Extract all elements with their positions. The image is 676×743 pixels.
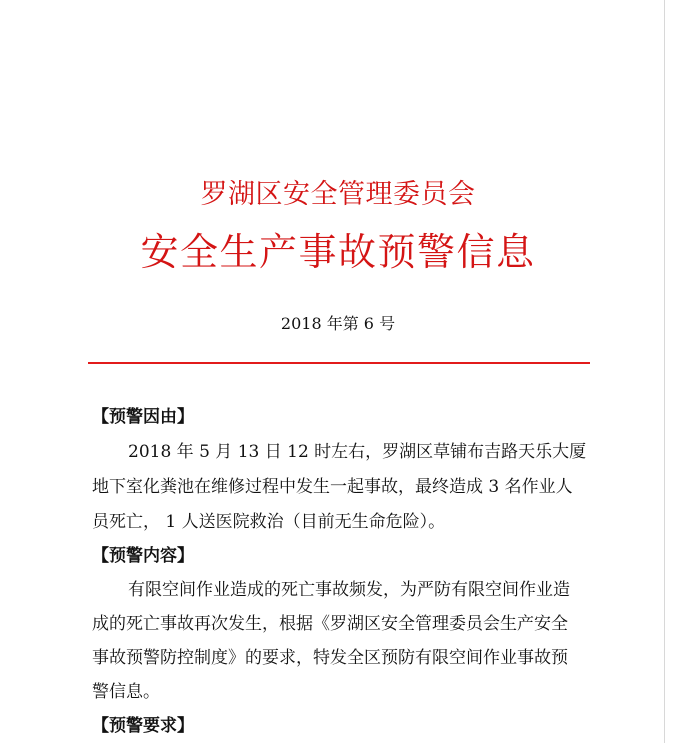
page-edge-line	[664, 0, 665, 743]
red-divider	[88, 362, 590, 364]
document-number: 2018 年第 6 号	[280, 314, 396, 333]
content-line: 有限空间作业造成的死亡事故频发，为严防有限空间作业造	[128, 580, 570, 600]
section-heading-reason: 【预警因由】	[92, 407, 194, 427]
content-line: 警信息。	[92, 682, 160, 702]
section-heading-content: 【预警内容】	[92, 546, 194, 566]
section-heading-requirements: 【预警要求】	[92, 716, 194, 736]
issuer-name: 罗湖区安全管理委员会	[200, 179, 476, 210]
content-line: 成的死亡事故再次发生，根据《罗湖区安全管理委员会生产安全	[92, 614, 568, 634]
content-line: 事故预警防控制度》的要求，特发全区预防有限空间作业事故预	[92, 648, 568, 668]
reason-line: 2018 年 5 月 13 日 12 时左右，罗湖区草铺布吉路天乐大厦	[128, 442, 587, 462]
document-title: 安全生产事故预警信息	[140, 230, 536, 274]
reason-line: 地下室化粪池在维修过程中发生一起事故，最终造成 3 名作业人	[92, 477, 573, 497]
reason-line: 员死亡， 1 人送医院救治（目前无生命危险）。	[92, 512, 446, 532]
